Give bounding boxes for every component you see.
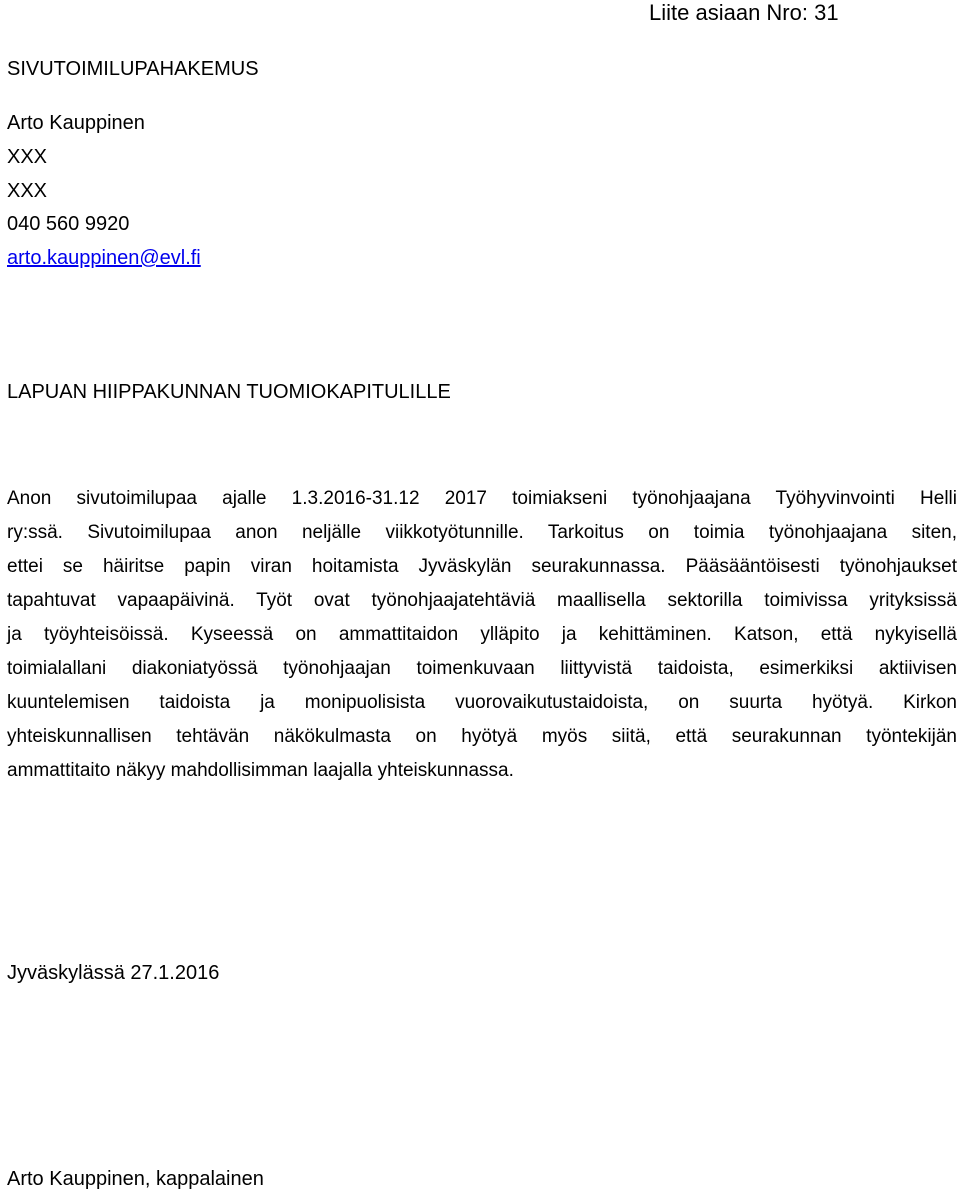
appendix-reference: Liite asiaan Nro: 31	[649, 0, 839, 25]
place-and-date: Jyväskylässä 27.1.2016	[7, 962, 220, 984]
body-line: ettei se häiritse papin viran hoitamista Jyväskylän seurakunnassa. Pääsääntöisesti työnohjaukset	[7, 556, 957, 577]
document-title: SIVUTOIMILUPAHAKEMUS	[7, 58, 259, 80]
body-line: ja työyhteisöissä. Kyseessä on ammattitaidon ylläpito ja kehittäminen. Katson, että nykyisellä	[7, 624, 957, 645]
body-line: kuuntelemisen taidoista ja monipuolisista vuorovaikutustaidoista, on suurta hyötyä. Kirkon	[7, 692, 957, 713]
body-line: ammattitaito näkyy mahdollisimman laajalla yhteiskunnassa.	[7, 760, 514, 781]
application-body	[7, 482, 957, 788]
signature: Arto Kauppinen, kappalainen	[7, 1168, 264, 1190]
recipient: LAPUAN HIIPPAKUNNAN TUOMIOKAPITULILLE	[7, 381, 451, 403]
sender-email-link[interactable]: arto.kauppinen@evl.fi	[7, 247, 201, 269]
body-line: yhteiskunnallisen tehtävän näkökulmasta on hyötyä myös siitä, että seurakunnan työntekijän	[7, 726, 957, 747]
sender-phone: 040 560 9920	[7, 213, 130, 235]
body-line: tapahtuvat vapaapäivinä. Työt ovat työnohjaajatehtäviä maallisella sektorilla toimivissa yrityksissä	[7, 590, 957, 611]
body-line: Anon sivutoimilupaa ajalle 1.3.2016-31.12 2017 toimiakseni työnohjaajana Työhyvinvointi Helli	[7, 488, 957, 509]
sender-address-line-2: XXX	[7, 180, 48, 202]
body-line: ry:ssä. Sivutoimilupaa anon neljälle viikkotyötunnille. Tarkoitus on toimia työnohjaajana siten,	[7, 522, 957, 543]
sender-name: Arto Kauppinen	[7, 112, 145, 134]
body-line: toimialallani diakoniatyössä työnohjaajan toimenkuvaan liittyvistä taidoista, esimerkiksi aktiivisen	[7, 658, 957, 679]
sender-address-line-1: XXX	[7, 146, 48, 168]
